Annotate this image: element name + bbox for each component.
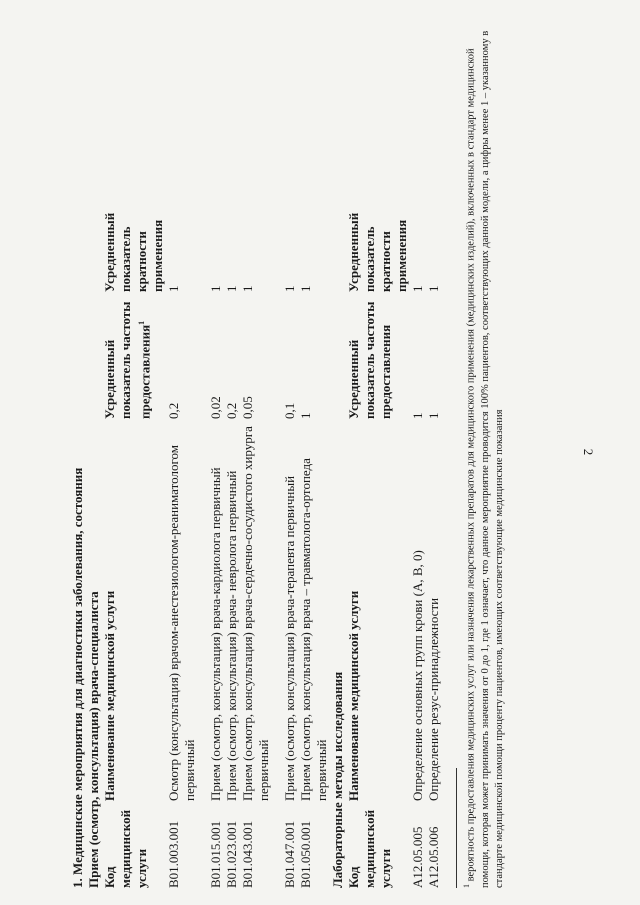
table-row bbox=[224, 180, 240, 888]
row-name: Прием (осмотр, консультация) врача- невролога первичный bbox=[224, 470, 239, 801]
row-code: B01.050.001 bbox=[298, 820, 313, 888]
table-row bbox=[166, 180, 198, 888]
row-frequency: 0,1 bbox=[282, 402, 297, 419]
row-multiplicity: 1 bbox=[282, 285, 297, 292]
row-code: A12.05.006 bbox=[426, 826, 441, 888]
row-multiplicity: 1 bbox=[166, 285, 181, 292]
table-row bbox=[282, 180, 298, 888]
row-code: B01.023.001 bbox=[224, 820, 239, 888]
row-multiplicity: 1 bbox=[224, 285, 239, 292]
footnote bbox=[460, 23, 507, 888]
header-multiplicity: Усредненный показатель кратности применения bbox=[346, 212, 409, 292]
row-multiplicity: 1 bbox=[410, 285, 425, 292]
footnote-ref: 1 bbox=[137, 320, 146, 325]
lab-table bbox=[346, 180, 442, 888]
lab-title: Лабораторные методы исследования bbox=[330, 671, 345, 888]
footnote-mark: 1 bbox=[462, 884, 471, 888]
row-name: Осмотр (консультация) врачом-анестезиологом-реаниматологом первичный bbox=[166, 445, 197, 801]
table-row bbox=[410, 180, 426, 888]
header-name: Наименование медицинской услуги bbox=[102, 590, 117, 801]
row-name: Прием (осмотр, консультация) врача – травматолога-ортопеда первичный bbox=[298, 458, 329, 801]
row-frequency: 0,2 bbox=[166, 402, 181, 419]
row-multiplicity: 1 bbox=[426, 285, 441, 292]
row-frequency: 0,2 bbox=[224, 402, 239, 419]
consultations-table bbox=[102, 180, 330, 888]
footnote-text: вероятность предоставления медицинских услуг или назначения лекарственных препаратов для медицинского применения (медицинских изделий), включенных в стандарт медицинской помощи, которая может принимать значения от 0 до 1, где 1 означает, что данное мероприятие проводится 100% пациентов, соответствующих данной модели, а цифры менее 1 – указанному в стандарте медицинской помощи проценту пациентов, имеющих соответствующие медицинские показания bbox=[465, 30, 505, 888]
document-content bbox=[70, 18, 550, 888]
row-gap bbox=[272, 180, 282, 888]
row-frequency: 1 bbox=[298, 412, 313, 419]
page-number: 2 bbox=[581, 448, 596, 456]
row-code: B01.043.001 bbox=[240, 820, 255, 888]
table-row bbox=[208, 180, 224, 888]
table-header-row bbox=[102, 180, 166, 888]
header-frequency bbox=[102, 292, 166, 419]
row-code: B01.015.001 bbox=[208, 820, 223, 888]
row-name: Определение основных групп крови (A, B, 0) bbox=[410, 550, 425, 801]
header-code: Код медицинской услуги bbox=[102, 809, 149, 888]
header-code: Код медицинской услуги bbox=[346, 809, 393, 888]
row-gap bbox=[198, 180, 208, 888]
row-multiplicity: 1 bbox=[208, 285, 223, 292]
header-multiplicity: Усредненный показатель кратности применения bbox=[102, 212, 165, 292]
footnote-divider bbox=[456, 768, 457, 888]
row-code: B01.003.001 bbox=[166, 820, 181, 888]
table-row bbox=[426, 180, 442, 888]
section-title: 1. Медицинские мероприятия для диагностики заболевания, состояния bbox=[70, 467, 85, 888]
row-frequency: 0,05 bbox=[240, 396, 255, 419]
row-name: Определение резус-принадлежности bbox=[426, 597, 441, 801]
row-multiplicity: 1 bbox=[298, 285, 313, 292]
consultations-title: Прием (осмотр, консультация) врача-специалиста bbox=[86, 591, 101, 888]
header-frequency-text: Усредненный показатель частоты предоставления bbox=[102, 301, 153, 419]
row-multiplicity: 1 bbox=[240, 285, 255, 292]
row-name: Прием (осмотр, консультация) врача-сердечно-сосудистого хирурга первичный bbox=[240, 426, 271, 801]
row-frequency: 0,02 bbox=[208, 396, 223, 419]
header-frequency: Усредненный показатель частоты предоставления bbox=[346, 301, 393, 419]
table-header-row bbox=[346, 180, 410, 888]
row-frequency: 1 bbox=[410, 412, 425, 419]
row-name: Прием (осмотр, консультация) врача-терапевта первичный bbox=[282, 475, 297, 801]
row-code: B01.047.001 bbox=[282, 820, 297, 888]
row-name: Прием (осмотр, консультация) врача-кардиолога первичный bbox=[208, 467, 223, 801]
header-name: Наименование медицинской услуги bbox=[346, 590, 361, 801]
table-row bbox=[298, 180, 330, 888]
row-code: A12.05.005 bbox=[410, 826, 425, 888]
table-row bbox=[240, 180, 272, 888]
row-frequency: 1 bbox=[426, 412, 441, 419]
